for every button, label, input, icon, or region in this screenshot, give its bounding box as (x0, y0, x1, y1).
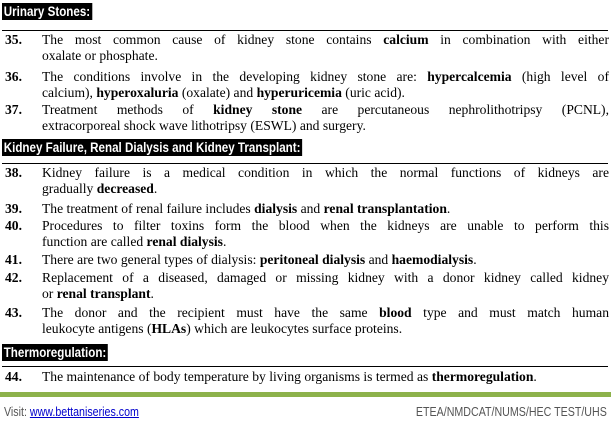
item-text (42, 270, 609, 302)
section-rule (2, 163, 608, 164)
text-segment: (uric acid). (341, 85, 405, 100)
list-item (5, 69, 609, 101)
text-segment: ) which are leukocytes surface proteins. (186, 321, 403, 336)
text-segment: calcium), (42, 85, 97, 100)
text-segment: (high level of (511, 69, 609, 84)
bold-term: peritoneal dialysis (259, 252, 366, 267)
footer-visit (4, 404, 139, 419)
bold-term: blood (379, 305, 412, 320)
text-segment: There are two general types of dialysis: (42, 252, 260, 267)
item-number: 38. (5, 165, 22, 180)
section-rule (2, 366, 608, 367)
text-segment: leukocyte antigens ( (42, 321, 152, 336)
text-line (42, 321, 609, 337)
item-number: 44. (5, 369, 22, 384)
text-segment: . (150, 286, 154, 301)
footer-bar (0, 392, 611, 397)
text-line (42, 286, 609, 302)
text-line (42, 69, 609, 85)
text-segment: . (153, 181, 158, 196)
section-title-urinary-stones: Urinary Stones: (3, 4, 91, 19)
text-line (42, 165, 609, 181)
text-segment: function are called (42, 234, 147, 249)
item-text (42, 252, 609, 268)
bold-term: kidney stone (213, 102, 303, 117)
text-segment: are percutaneous nephrolithotripsy (PCNL), (302, 102, 609, 117)
list-item (5, 165, 609, 197)
bold-term: renal transplant (56, 286, 151, 301)
item-number: 37. (5, 102, 22, 117)
text-line (42, 234, 609, 250)
text-line (42, 369, 609, 385)
item-number: 40. (5, 218, 22, 233)
item-text (42, 305, 609, 337)
bold-term: haemodialysis (391, 252, 474, 267)
text-segment: . (446, 201, 451, 216)
text-segment: The most common cause of kidney stone contains (42, 32, 384, 47)
bold-term: calcium (383, 32, 429, 47)
item-text (42, 369, 609, 385)
item-number: 39. (5, 201, 22, 216)
footer-website-link[interactable]: www.bettaniseries.com (29, 404, 139, 419)
bold-term: hyperoxaluria (96, 85, 179, 100)
list-item (5, 252, 609, 268)
text-segment: . (533, 369, 537, 384)
list-item (5, 369, 609, 385)
text-segment: The maintenance of body temperature by living organisms is termed as (42, 369, 432, 384)
bold-term: thermoregulation (431, 369, 534, 384)
text-segment: or (42, 286, 57, 301)
list-item (5, 32, 609, 64)
footer-visit-label: Visit: (4, 404, 30, 419)
bold-term: renal transplantation (323, 201, 447, 216)
text-segment: extracorporeal shock wave lithotripsy (ESWL) and surgery. (42, 118, 366, 133)
item-text (42, 102, 609, 134)
section-rule (2, 30, 608, 31)
text-line (42, 201, 609, 217)
text-segment: oxalate or phosphate. (42, 48, 158, 63)
item-number: 36. (5, 69, 22, 84)
text-segment: and (365, 252, 392, 267)
item-text (42, 69, 609, 101)
item-number: 43. (5, 305, 22, 320)
list-item (5, 305, 609, 337)
text-line (42, 181, 609, 197)
text-segment: The treatment of renal failure includes (42, 201, 255, 216)
bold-term: renal dialysis (146, 234, 223, 249)
bold-term: decreased (96, 181, 154, 196)
text-segment: . (222, 234, 227, 249)
item-number: 41. (5, 252, 22, 267)
text-line (42, 118, 609, 134)
text-line (42, 252, 609, 268)
text-line (42, 85, 609, 101)
section-title-thermoregulation: Thermoregulation: (3, 345, 107, 360)
text-segment: The conditions involve in the developing kidney stone are: (42, 69, 428, 84)
text-segment: . (473, 252, 477, 267)
text-segment: Treatment methods of (42, 102, 214, 117)
text-line (42, 32, 609, 48)
text-segment: and (297, 201, 324, 216)
list-item (5, 102, 609, 134)
list-item (5, 270, 609, 302)
item-number: 42. (5, 270, 22, 285)
text-segment: (oxalate) and (178, 85, 257, 100)
text-line (42, 218, 609, 234)
section-title-kidney-failure: Kidney Failure, Renal Dialysis and Kidney Transplant: (3, 140, 301, 155)
item-text (42, 201, 609, 217)
item-number: 35. (5, 32, 22, 47)
bold-term: HLAs (151, 321, 187, 336)
footer-exam-list: ETEA/NMDCAT/NUMS/HEC TEST/UHS (416, 404, 607, 419)
text-line (42, 305, 609, 321)
text-segment: in combination with either (428, 32, 609, 47)
list-item (5, 218, 609, 250)
bold-term: hypercalcemia (427, 69, 512, 84)
text-segment: gradually (42, 181, 97, 196)
text-segment: Procedures to filter toxins form the blood when the kidneys are unable to perform this (42, 218, 609, 233)
item-text (42, 32, 609, 64)
text-line (42, 102, 609, 118)
text-segment: Kidney failure is a medical condition in which the normal functions of kidneys are (42, 165, 609, 180)
text-line (42, 48, 609, 64)
text-segment: type and must match human (411, 305, 609, 320)
text-line (42, 270, 609, 286)
text-segment: Replacement of a diseased, damaged or missing kidney with a donor kidney called kidney (42, 270, 609, 285)
bold-term: dialysis (254, 201, 298, 216)
text-segment: The donor and the recipient must have the same (42, 305, 380, 320)
item-text (42, 165, 609, 197)
item-text (42, 218, 609, 250)
list-item (5, 201, 609, 217)
bold-term: hyperuricemia (256, 85, 342, 100)
